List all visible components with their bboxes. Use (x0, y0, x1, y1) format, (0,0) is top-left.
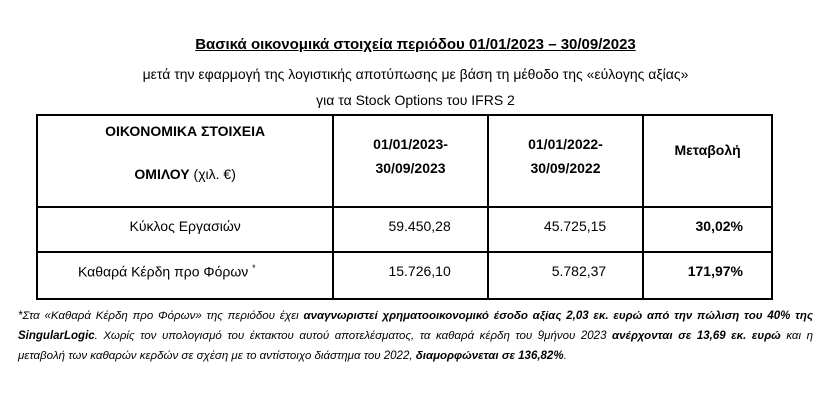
row-value-2023: 15.726,10 (388, 263, 451, 279)
subtitle-line-1: μετά την εφαρμογή της λογιστικής αποτύπωσης με βάση τη μέθοδο της «εύλογης αξίας» (142, 66, 689, 82)
financial-table (36, 114, 773, 300)
table-row (37, 252, 772, 299)
row-value-2022: 5.782,37 (551, 263, 607, 279)
row-value-2022: 45.725,15 (543, 218, 607, 234)
row-label: Κύκλος Εργασιών (129, 218, 241, 234)
header-unit-label: (χιλ. €) (189, 166, 236, 182)
header-financials-line1: ΟΙΚΟΝΟΜΙΚΑ ΣΤΟΙΧΕΙΑ (105, 123, 266, 139)
table-header-row (37, 115, 772, 207)
footnote-marker: * (252, 263, 256, 273)
header-cell-change (643, 115, 772, 207)
header-financials-line2 (38, 166, 332, 182)
header-2023-line2: 30/09/2023 (375, 160, 446, 176)
footnote-bold-3: διαμορφώνεται σε 136,82% (415, 350, 564, 362)
header-2022-line2: 30/09/2022 (530, 160, 601, 176)
footnote-bold-1: αναγνωριστεί χρηματοοικονομικό έσοδο αξίας 2,03 εκ. ευρώ από την πώλιση του 40% της SingularLogic (18, 310, 813, 342)
header-change-label: Μεταβολή (674, 142, 741, 158)
row-label-cell (38, 253, 332, 280)
subtitle-line-2: για τα Stock Options του IFRS 2 (316, 92, 515, 108)
row-change: 171,97% (687, 263, 743, 279)
header-2023-line1: 01/01/2023- (373, 136, 448, 152)
footnote-text-1: *Στα «Καθαρά Κέρδη προ Φόρων» της περιόδου έχει (18, 310, 304, 322)
header-2022-line1: 01/01/2022- (528, 136, 603, 152)
page-title: Βασικά οικονομικά στοιχεία περιόδου 01/01/2023 – 30/09/2023 (195, 36, 636, 53)
row-label: Καθαρά Κέρδη προ Φόρων (78, 263, 249, 280)
row-change: 30,02% (695, 218, 743, 234)
footnote-bold-2: ανέρχονται σε 13,69 εκ. ευρώ (612, 330, 781, 342)
header-cell-2023 (333, 115, 487, 207)
footnote (18, 306, 813, 366)
table-row (37, 207, 772, 252)
footnote-text-3: και η μεταβολή των καθαρών κερδών σε σχέση με το αντίστοιχο διάστημα του 2022, (18, 330, 813, 362)
header-cell-financials (37, 115, 333, 207)
footnote-text-2: . Χωρίς τον υπολογισμό του έκτακτου αυτού αποτελέσματος, τα καθαρά κέρδη του 9μήνου 2023 (94, 330, 613, 342)
row-value-2023: 59.450,28 (388, 218, 451, 234)
header-cell-2022 (488, 115, 643, 207)
footnote-text-4: . (563, 350, 567, 362)
header-group-label: ΟΜΙΛΟΥ (134, 166, 190, 182)
